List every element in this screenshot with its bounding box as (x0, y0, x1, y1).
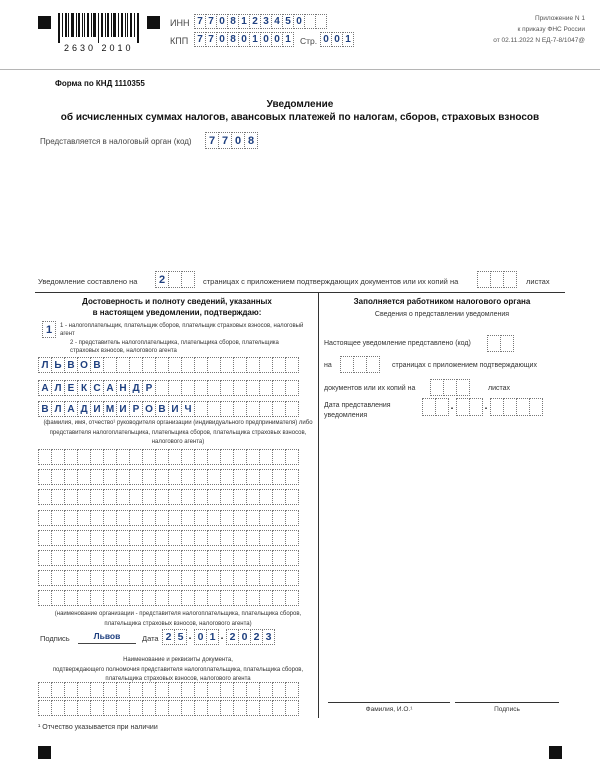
annotation-line-3: от 02.11.2022 N ЕД-7-8/1047@ (493, 37, 585, 45)
presentation-date-separator-2: . (484, 401, 488, 412)
presentation-date-year[interactable] (490, 398, 542, 416)
signature-date-month[interactable]: 0 1 (194, 629, 218, 645)
doc-caption-line-3: плательщика страховых взносов, налогового агента (105, 676, 251, 683)
doc-authority-caption (40, 656, 316, 685)
org-name-row-5[interactable] (38, 530, 298, 546)
presentation-date-separator-1: . (450, 401, 454, 412)
surname-field[interactable]: Л Ь В О В (38, 357, 298, 373)
footnote: ¹ Отчество указывается при наличии (38, 724, 158, 731)
fio-caption: (фамилия, имя, отчество¹ руководителя организации (индивидуального предпринимателя) либо представителя налогоплательщика, плательщика сборов, плательщика страховых взносов, налогового агента) (43, 420, 313, 446)
signer-option-1: 1 - налогоплательщик, плательщик сборов, плательщик страховых взносов, налоговый агент (60, 323, 304, 338)
inn-label: ИНН (170, 18, 190, 28)
signature-date-year[interactable]: 2 0 2 3 (226, 629, 274, 645)
pages-suffix-label: страницах с приложением подтверждающих (392, 362, 537, 369)
form-code-label: Форма по КНД 1110355 (55, 79, 145, 88)
inspector-signature-line[interactable] (455, 702, 559, 703)
composition-label-after: листах (526, 277, 550, 286)
org-name-row-7[interactable] (38, 570, 298, 586)
registration-mark-bottom-left (38, 746, 51, 759)
org-name-row-6[interactable] (38, 550, 298, 566)
signature-value[interactable]: Львов (78, 631, 136, 644)
presentation-date-day[interactable] (422, 398, 448, 416)
doc-caption-line-1: Наименование и реквизиты документа, (123, 657, 233, 663)
signature-date-day[interactable]: 2 5 (162, 629, 186, 645)
presentation-date-label-line2: уведомления (324, 412, 368, 419)
page-number-label: Стр. (300, 36, 318, 46)
form-barcode (58, 13, 144, 53)
right-heading: Заполняется работником налогового органа (353, 297, 531, 306)
signer-option-2: 2 - представитель налогоплательщика, плательщика сборов, плательщика страховых взносов, налогового агента (70, 340, 279, 355)
org-name-row-1[interactable] (38, 449, 298, 465)
kpp-label: КПП (170, 36, 189, 46)
composition-sheets-field[interactable] (477, 271, 516, 288)
barcode-number: 2630 2010 (64, 43, 134, 53)
presentation-date-month[interactable] (456, 398, 482, 416)
left-heading-line2: в настоящем уведомлении, подтверждаю: (92, 308, 262, 317)
org-caption: (наименование организации - представителя налогоплательщика, плательщика сборов, плательщика страховых взносов, налогового агента) (54, 611, 302, 627)
doc-caption-line-2: подтверждающего полномочия представителя налогоплательщика, плательщика сборов, (52, 666, 304, 673)
right-sheets-field[interactable] (430, 379, 469, 396)
presentation-date-field[interactable] (422, 398, 542, 416)
inspector-name-signature-line[interactable] (328, 702, 450, 703)
inspector-name-label: Фамилия, И.О.¹ (365, 706, 413, 713)
composition-label-before: Уведомление составлено на (38, 277, 138, 286)
patronymic-field[interactable]: В Л А Д И М И Р О В И Ч (38, 401, 298, 417)
date-separator-2: . (220, 631, 224, 642)
org-name-row-2[interactable] (38, 469, 298, 485)
on-label: на (324, 362, 332, 369)
signature-label: Подпись (40, 634, 70, 643)
kpp-field[interactable]: 7 7 0 8 0 1 0 0 1 (194, 32, 293, 47)
composition-label-middle: страницах с приложением подтверждающих документов или их копий на (203, 277, 459, 286)
presented-code-field[interactable] (487, 335, 513, 352)
form-title-line1: Уведомление (266, 99, 334, 110)
annotation-line-2: к приказу ФНС России (517, 26, 585, 34)
header-divider (0, 69, 600, 70)
barcode-bars-image (58, 13, 142, 43)
sheets-suffix-label: листах (488, 385, 511, 392)
inn-field[interactable]: 7 7 0 8 1 2 3 4 5 0 (194, 14, 326, 29)
registration-mark-top-left (38, 16, 51, 29)
inspector-sign-label: Подпись (494, 706, 520, 713)
org-name-row-3[interactable] (38, 489, 298, 505)
annotation-line-1: Приложение N 1 (534, 15, 585, 22)
tax-authority-label: Представляется в налоговый орган (код) (40, 137, 192, 146)
left-heading-line1: Достоверность и полноту сведений, указанных (82, 297, 272, 306)
column-divider-vertical (318, 292, 319, 718)
right-pages-field[interactable] (340, 356, 379, 373)
docs-copies-label: документов или их копий на (324, 385, 416, 392)
presentation-date-label-line1: Дата представления (324, 402, 391, 409)
section-divider-horizontal (35, 292, 565, 293)
org-name-row-8[interactable] (38, 590, 298, 606)
org-name-row-4[interactable] (38, 510, 298, 526)
composition-pages-field[interactable]: 2 (155, 271, 194, 288)
order-annotation (365, 13, 585, 46)
first-name-field[interactable]: А Л Е К С А Н Д Р (38, 380, 298, 396)
page-number-field[interactable]: 0 0 1 (320, 32, 353, 47)
doc-name-row-2[interactable] (38, 700, 298, 716)
right-subheading: Сведения о представлении уведомления (374, 311, 510, 318)
date-label: Дата (142, 634, 159, 643)
doc-name-row-1[interactable] (38, 682, 298, 698)
tax-authority-code-field[interactable]: 7 7 0 8 (205, 132, 257, 149)
signature-date-field[interactable] (162, 629, 274, 645)
form-title-line2: об исчисленных суммах налогов, авансовых платежей по налогам, сборов, страховых взносов (60, 112, 540, 123)
registration-mark-header (147, 16, 160, 29)
presented-code-label: Настоящее уведомление представлено (код) (324, 340, 471, 347)
signer-code-field[interactable]: 1 (42, 321, 55, 338)
date-separator-1: . (188, 631, 192, 642)
registration-mark-bottom-right (549, 746, 562, 759)
